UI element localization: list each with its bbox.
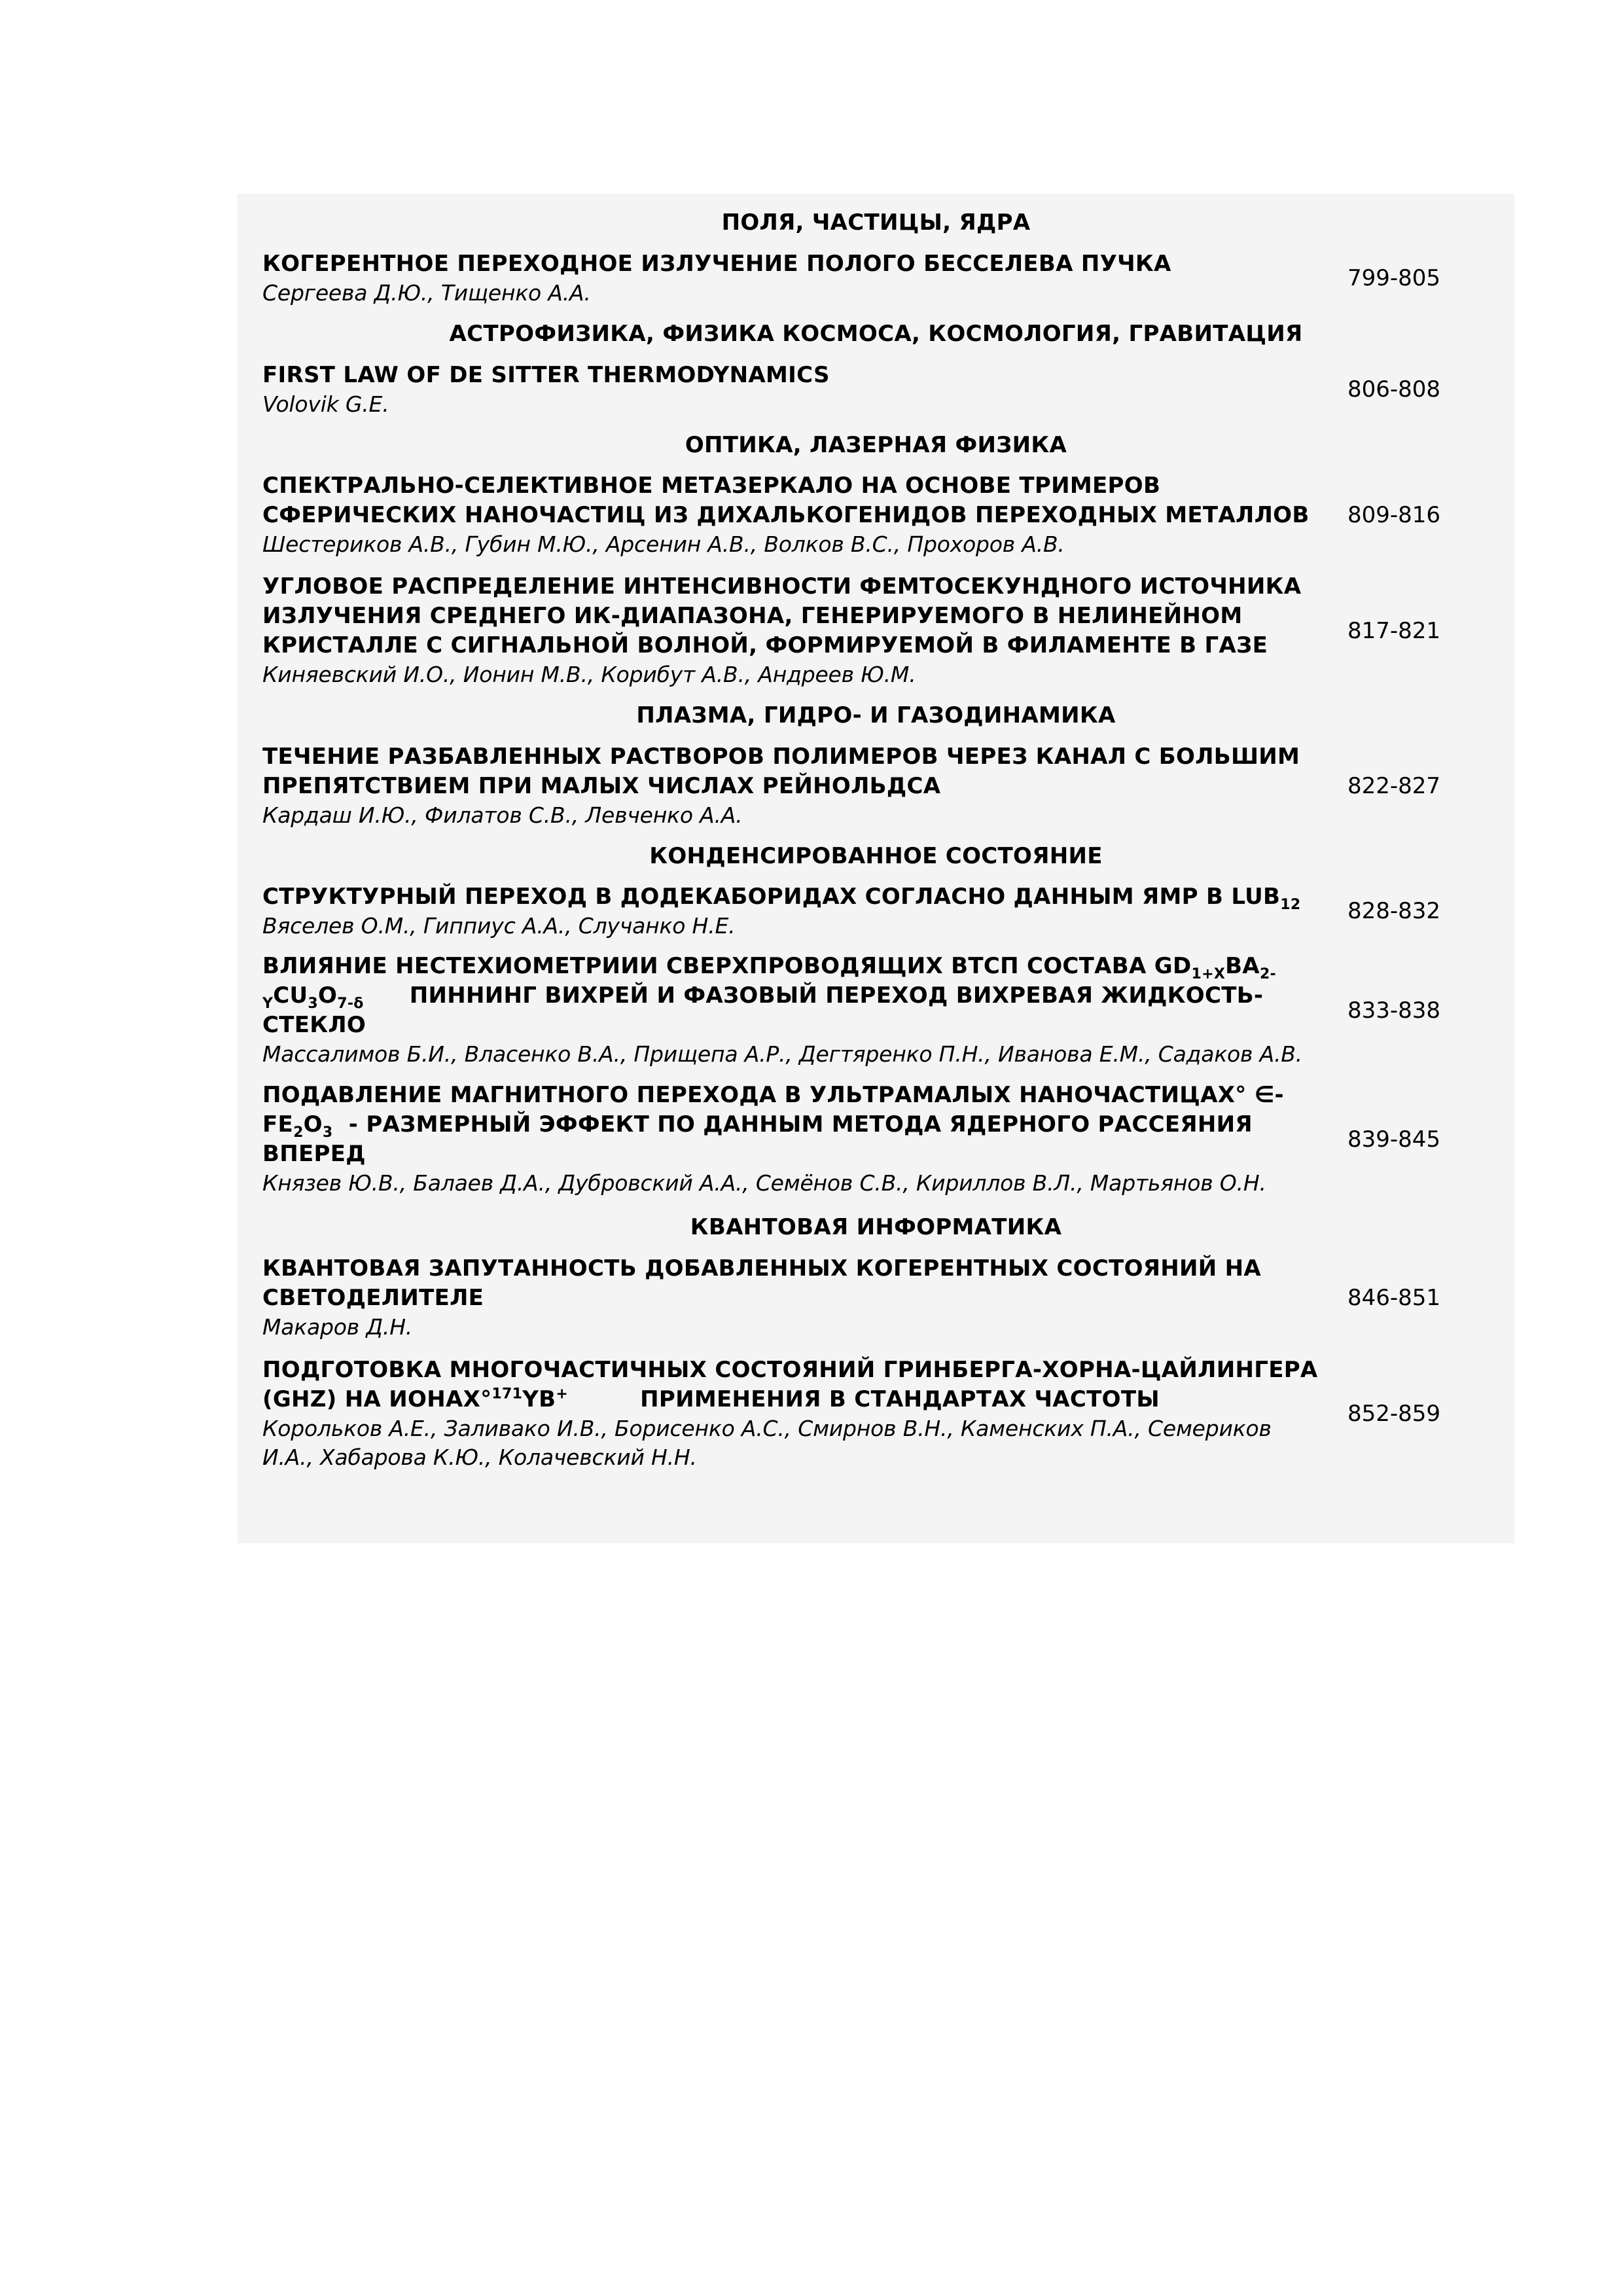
article-title-line: ПРЕПЯТСТВИЕМ ПРИ МАЛЫХ ЧИСЛАХ РЕЙНОЛЬДСА	[262, 773, 941, 799]
article-pages: 852-859	[1347, 1401, 1441, 1427]
article-pages: 846-851	[1347, 1285, 1441, 1311]
title-subscript: 7-δ	[337, 995, 364, 1012]
article-authors: Сергеева Д.Ю., Тищенко А.А.	[262, 280, 591, 306]
article-entry	[262, 952, 1514, 1069]
title-subscript: 3	[322, 1124, 333, 1141]
article-entry	[262, 471, 1514, 559]
article-pages: 806-808	[1347, 376, 1441, 403]
title-text: ВЛИЯНИЕ НЕСТЕХИОМЕТРИИИ СВЕРХПРОВОДЯЩИХ ВТСП СОСТАВА GD	[262, 953, 1192, 979]
article-title-line: КВАНТОВАЯ ЗАПУТАННОСТЬ ДОБАВЛЕННЫХ КОГЕРЕНТНЫХ СОСТОЯНИЙ НА	[262, 1255, 1262, 1282]
article-authors: Кардаш И.Ю., Филатов С.В., Левченко А.А.	[262, 802, 743, 828]
article-title	[262, 882, 1375, 912]
article-entry	[262, 1254, 1514, 1342]
article-title-line: ИЗЛУЧЕНИЯ СРЕДНЕГО ИК-ДИАПАЗОНА, ГЕНЕРИРУЕМОГО В НЕЛИНЕЙНОМ	[262, 603, 1243, 629]
article-authors: Volovik G.E.	[262, 391, 389, 417]
article-authors-line: И.А., Хабарова К.Ю., Колачевский Н.Н.	[262, 1444, 697, 1470]
title-text: BA	[1225, 953, 1260, 979]
title-superscript: +	[556, 1386, 569, 1403]
section-heading: АСТРОФИЗИКА, ФИЗИКА КОСМОСА, КОСМОЛОГИЯ, ГРАВИТАЦИЯ	[449, 321, 1303, 347]
article-title-line: СФЕРИЧЕСКИХ НАНОЧАСТИЦ ИЗ ДИХАЛЬКОГЕНИДОВ ПЕРЕХОДНЫХ МЕТАЛЛОВ	[262, 502, 1310, 528]
article-pages: 839-845	[1347, 1126, 1441, 1153]
title-text: FE	[262, 1111, 294, 1138]
title-subscript: 3	[308, 995, 319, 1012]
article-title-line	[262, 1385, 1375, 1414]
article-entry	[262, 361, 1514, 419]
section-heading: КВАНТОВАЯ ИНФОРМАТИКА	[690, 1214, 1062, 1240]
article-pages: 799-805	[1347, 265, 1441, 291]
title-superscript: 171	[491, 1386, 523, 1403]
article-title-line	[262, 1110, 1375, 1139]
title-text: YB	[522, 1386, 556, 1412]
article-pages: 828-832	[1347, 898, 1441, 924]
title-text: (GHZ) НА ИОНАХ°	[262, 1386, 492, 1412]
article-title-line: ТЕЧЕНИЕ РАЗБАВЛЕННЫХ РАСТВОРОВ ПОЛИМЕРОВ ЧЕРЕЗ КАНАЛ С БОЛЬШИМ	[262, 744, 1300, 770]
article-entry	[262, 249, 1514, 308]
title-text: O	[303, 1111, 323, 1138]
title-subscript: 2-	[1259, 965, 1276, 982]
article-entry	[262, 1355, 1514, 1472]
article-authors: Макаров Д.Н.	[262, 1314, 413, 1340]
article-title-line: УГЛОВОЕ РАСПРЕДЕЛЕНИЕ ИНТЕНСИВНОСТИ ФЕМТОСЕКУНДНОГО ИСТОЧНИКА	[262, 573, 1302, 600]
article-pages: 817-821	[1347, 618, 1441, 644]
article-authors: Шестериков А.В., Губин М.Ю., Арсенин А.В., Волков В.С., Прохоров А.В.	[262, 531, 1065, 557]
article-authors: Киняевский И.О., Ионин М.В., Корибут А.В., Андреев Ю.М.	[262, 662, 916, 687]
article-authors-line: Корольков А.Е., Заливако И.В., Борисенко А.С., Смирнов В.Н., Каменских П.А., Семериков	[262, 1416, 1272, 1441]
article-entry	[262, 742, 1514, 830]
article-title-line: ВПЕРЕД	[262, 1141, 366, 1167]
title-text: ПИННИНГ ВИХРЕЙ И ФАЗОВЫЙ ПЕРЕХОД ВИХРЕВАЯ ЖИДКОСТЬ-	[409, 982, 1264, 1009]
title-text: ПРИМЕНЕНИЯ В СТАНДАРТАХ ЧАСТОТЫ	[640, 1386, 1160, 1412]
article-title-line: КРИСТАЛЛЕ С СИГНАЛЬНОЙ ВОЛНОЙ, ФОРМИРУЕМОЙ В ФИЛАМЕНТЕ В ГАЗЕ	[262, 632, 1268, 658]
article-title-line: СВЕТОДЕЛИТЕЛЕ	[262, 1285, 484, 1311]
article-pages: 822-827	[1347, 773, 1441, 799]
section-heading: ОПТИКА, ЛАЗЕРНАЯ ФИЗИКА	[685, 432, 1067, 458]
section-heading: ПОЛЯ, ЧАСТИЦЫ, ЯДРА	[721, 209, 1031, 236]
article-entry	[262, 882, 1514, 941]
article-authors: Князев Ю.В., Балаев Д.А., Дубровский А.А., Семёнов С.В., Кириллов В.Л., Мартьянов О.Н.	[262, 1170, 1266, 1196]
article-title-line: ПОДГОТОВКА МНОГОЧАСТИЧНЫХ СОСТОЯНИЙ ГРИНБЕРГА-ХОРНА-ЦАЙЛИНГЕРА	[262, 1357, 1318, 1383]
title-subscript: 1+X	[1191, 965, 1226, 982]
article-title-line	[262, 952, 1375, 981]
article-pages: 809-816	[1347, 502, 1441, 528]
article-title: КОГЕРЕНТНОЕ ПЕРЕХОДНОЕ ИЗЛУЧЕНИЕ ПОЛОГО БЕССЕЛЕВА ПУЧКА	[262, 251, 1171, 277]
article-title-text: СТРУКТУРНЫЙ ПЕРЕХОД В ДОДЕКАБОРИДАХ СОГЛАСНО ДАННЫМ ЯМР В LUB	[262, 884, 1281, 910]
title-text: CU	[273, 982, 308, 1009]
article-title: FIRST LAW OF DE SITTER THERMODYNAMICS	[262, 362, 830, 388]
section-heading: ПЛАЗМА, ГИДРО- И ГАЗОДИНАМИКА	[636, 702, 1116, 728]
article-title-line: ПОДАВЛЕНИЕ МАГНИТНОГО ПЕРЕХОДА В УЛЬТРАМАЛЫХ НАНОЧАСТИЦАХ° ∈-	[262, 1082, 1284, 1108]
article-title-line	[262, 981, 1375, 1011]
article-authors: Вяселев О.М., Гиппиус А.А., Случанко Н.Е.	[262, 913, 736, 939]
title-text: O	[318, 982, 338, 1009]
article-pages: 833-838	[1347, 997, 1441, 1024]
article-entry	[262, 1081, 1514, 1198]
article-title-line: СПЕКТРАЛЬНО-СЕЛЕКТИВНОЕ МЕТАЗЕРКАЛО НА ОСНОВЕ ТРИМЕРОВ	[262, 473, 1161, 499]
contents-panel	[238, 194, 1514, 1543]
title-subscript: 12	[1280, 896, 1301, 913]
title-subscript: Y	[262, 995, 274, 1012]
title-text: - РАЗМЕРНЫЙ ЭФФЕКТ ПО ДАННЫМ МЕТОДА ЯДЕРНОГО РАССЕЯНИЯ	[332, 1111, 1253, 1138]
article-title-line: СТЕКЛО	[262, 1012, 366, 1038]
article-authors: Массалимов Б.И., Власенко В.А., Прищепа А.Р., Дегтяренко П.Н., Иванова Е.М., Садаков А.В.	[262, 1041, 1302, 1067]
article-entry	[262, 572, 1514, 689]
section-heading: КОНДЕНСИРОВАННОЕ СОСТОЯНИЕ	[649, 843, 1103, 869]
title-subscript: 2	[293, 1124, 304, 1141]
